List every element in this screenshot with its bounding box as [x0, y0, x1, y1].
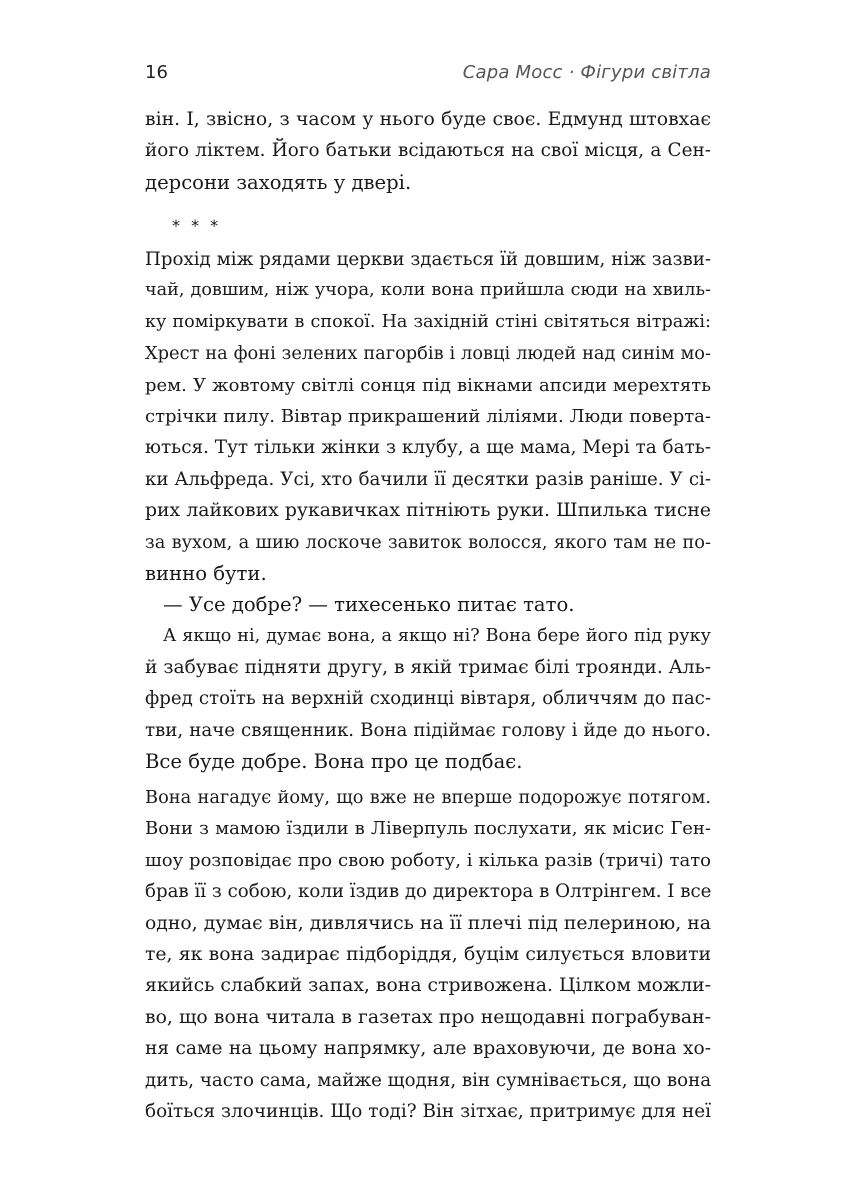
text-line: якийсь слабкий запах, вона стривожена. Цілком можли-	[145, 975, 711, 997]
text-line: А якщо ні, думає вона, а якщо ні? Вона бере його під руку	[163, 625, 711, 646]
text-line: стрічки пилу. Вівтар прикрашений ліліями. Люди поверта-	[145, 405, 711, 427]
text-line: Хрест на фоні зелених пагорбів і ловці людей над синім мо-	[145, 343, 711, 365]
paragraph-block-3	[145, 782, 711, 1127]
text-line: фред стоїть на верхній сходинці вівтаря, обличчям до пас-	[145, 688, 711, 710]
text-line: шоу розповідає про свою роботу, і кілька разів (тричі) тато	[145, 849, 711, 871]
section-separator: * * *	[172, 216, 222, 235]
paragraph-block-2	[145, 244, 711, 778]
text-line: боїться злочинців. Що тоді? Він зітхає, притримує для неї	[145, 1100, 711, 1122]
dialogue-line: — Усе добре? — тихесенько питає тато.	[163, 593, 575, 617]
text-line: рих лайкових рукавичках пітніють руки. Шпилька тисне	[145, 500, 711, 522]
text-line: ються. Тут тільки жінки з клубу, а ще мама, Мері та бать-	[145, 437, 711, 459]
text-line: дить, часто сама, майже щодня, він сумнівається, що вона	[145, 1069, 712, 1091]
text-line: ки Альфреда. Усі, хто бачили її десятки разів раніше. У сі-	[145, 468, 711, 490]
text-line: те, як вона задирає підборіддя, буцім силується вловити	[145, 943, 711, 965]
text-line: дерсони заходять у двері.	[145, 170, 412, 194]
text-line: він. І, звісно, з часом у нього буде своє. Едмунд штовхає	[145, 109, 711, 130]
text-line: ня саме на цьому напрямку, але враховуючи, де вона хо-	[145, 1038, 711, 1060]
running-header	[145, 62, 711, 90]
running-title: Сара Мосс · Фігури світла	[462, 62, 711, 83]
text-line: за вухом, а шию лоскоче завиток волосся, якого там не по-	[145, 531, 711, 553]
text-line: й забуває підняти другу, в якій тримає білі троянди. Аль-	[145, 657, 711, 679]
text-line: во, що вона читала в газетах про нещодавні пограбуван-	[145, 1006, 711, 1028]
text-line: винно бути.	[145, 561, 267, 585]
text-line: Вона нагадує йому, що вже не вперше подорожує потягом.	[145, 787, 711, 808]
text-line: ку поміркувати в спокої. На західній стіні світяться вітражі:	[145, 311, 711, 332]
text-line: одно, думає він, дивлячись на її плечі під пелериною, на	[145, 912, 711, 934]
text-line: рем. У жовтому світлі сонця під вікнами апсиди мерехтять	[145, 374, 711, 396]
text-line: брав її з собою, коли їздив до директора в Олтрінгем. І все	[145, 881, 712, 903]
page-number: 16	[145, 62, 168, 83]
text-line: Прохід між рядами церкви здається їй довшим, ніж зазви-	[145, 249, 711, 270]
text-line: його ліктем. Його батьки всідаються на свої місця, а Сен-	[145, 140, 711, 162]
text-line: чай, довшим, ніж учора, коли вона прийшла сюди на хвиль-	[145, 280, 711, 301]
text-line: тви, наче священник. Вона підіймає голову і йде до нього.	[145, 719, 711, 741]
text-line: Вони з мамою їздили в Ліверпуль послухати, як місис Ген-	[145, 818, 711, 840]
paragraph-block-1	[145, 104, 711, 198]
text-line: Все буде добре. Вона про це подбає.	[145, 750, 523, 774]
